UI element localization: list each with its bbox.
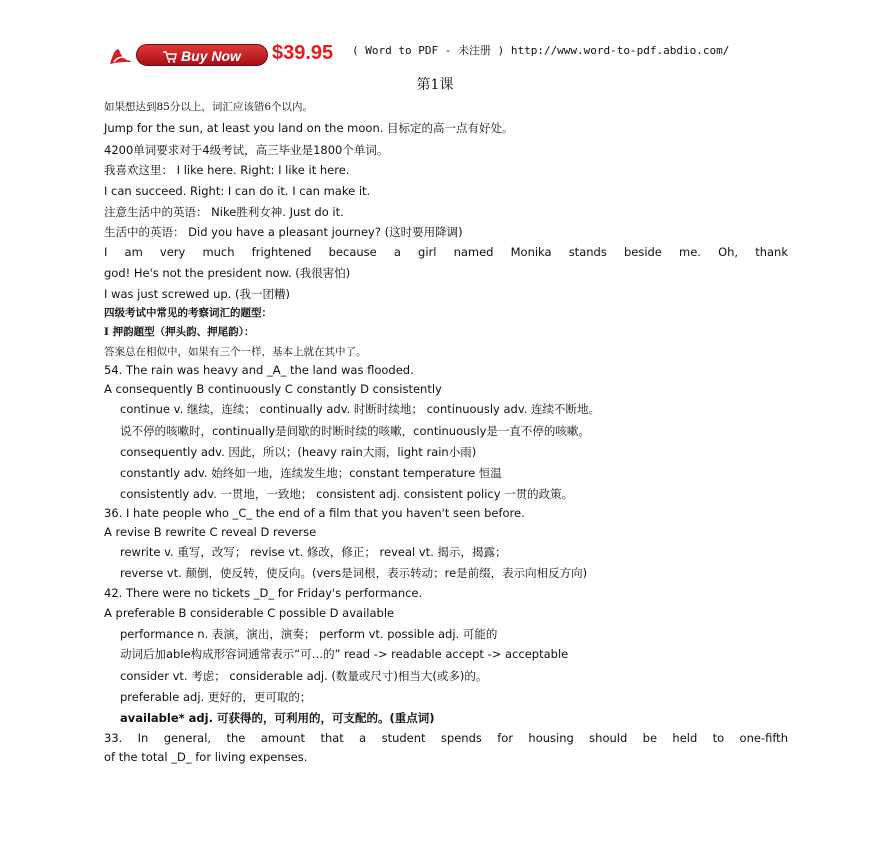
- buy-now-label: Buy Now: [181, 48, 241, 64]
- note-line: constantly adv. 始终如一地，连续发生地；constant temperature 恒温: [120, 466, 502, 480]
- question-line: 42. There were no tickets _D_ for Friday's performance.: [104, 586, 423, 600]
- note-line: performance n. 表演，演出，演奏； perform vt. possible adj. 可能的: [120, 627, 498, 641]
- promo-link[interactable]: ( Word to PDF - 未注册 ) http://www.word-to-pdf.abdio.com/: [352, 44, 730, 57]
- note-line: 动词后加able构成形容词通常表示“可…的” read -> readable accept -> acceptable: [120, 647, 569, 661]
- section-heading: I 押韵题型（押头韵、押尾韵）：: [104, 326, 255, 338]
- cart-icon: [163, 51, 177, 63]
- text-line: 答案总在相似中，如果有三个一样，基本上就在其中了。: [104, 346, 367, 358]
- price-text: $39.95: [272, 42, 334, 64]
- options-line: A revise B rewrite C reveal D reverse: [104, 525, 317, 539]
- note-line: consequently adv. 因此，所以；(heavy rain大雨，light rain小雨): [120, 445, 477, 459]
- text-line: 4200单词要求对于4级考试，高三毕业是1800个单词。: [104, 143, 389, 157]
- text-line: I can succeed. Right: I can do it. I can make it.: [104, 184, 371, 198]
- question-line: 36. I hate people who _C_ the end of a film that you haven't seen before.: [104, 506, 525, 520]
- note-line: rewrite v. 重写，改写； revise vt. 修改，修正； reveal vt. 揭示，揭露；: [120, 545, 507, 559]
- text-line: 生活中的英语： Did you have a pleasant journey? (这时要用降调): [104, 225, 463, 239]
- note-line: preferable adj. 更好的，更可取的；: [120, 690, 312, 704]
- acrobat-logo-icon: [106, 44, 134, 68]
- text-line: 如果想达到85分以上，词汇应该错6个以内。: [104, 101, 314, 113]
- options-line: A consequently B continuously C constantly D consistently: [104, 382, 442, 396]
- note-line: reverse vt. 颠倒，使反转，使反向。(vers是词根，表示转动；re是前缀，表示向相反方向): [120, 566, 588, 580]
- question-line: of the total _D_ for living expenses.: [104, 750, 308, 764]
- text-line: 注意生活中的英语： Nike胜利女神. Just do it.: [104, 205, 344, 219]
- note-line: consistently adv. 一贯地，一致地； consistent adj. consistent policy 一贯的政策。: [120, 487, 574, 501]
- text-line: Jump for the sun, at least you land on the moon. 目标定的高一点有好处。: [104, 121, 514, 135]
- text-line: 我喜欢这里： I like here. Right: I like it here.: [104, 163, 350, 177]
- section-heading: 四级考试中常见的考察词汇的题型：: [104, 307, 272, 319]
- text-line: I was just screwed up. (我一团糟): [104, 287, 290, 301]
- note-line: 说不停的咳嗽时，continually是间歇的时断时续的咳嗽，continuously是一直不停的咳嗽。: [120, 424, 590, 438]
- page-title: 第1课: [416, 77, 454, 93]
- text-line: god! He's not the president now. (我很害怕): [104, 266, 351, 280]
- key-note-line: available* adj. 可获得的，可利用的，可支配的。(重点词): [120, 711, 435, 725]
- promo-banner: [106, 42, 796, 74]
- question-line: 54. The rain was heavy and _A_ the land was flooded.: [104, 363, 414, 377]
- buy-now-button[interactable]: [136, 44, 268, 66]
- options-line: A preferable B considerable C possible D available: [104, 606, 395, 620]
- note-line: continue v. 继续，连续； continually adv. 时断时续地； continuously adv. 连续不断地。: [120, 402, 601, 416]
- text-line: I am very much frightened because a girl named Monika stands beside me. Oh, thank: [104, 245, 788, 259]
- question-line: 33. In general, the amount that a student spends for housing should be held to one-fifth: [104, 731, 788, 745]
- note-line: consider vt. 考虑； considerable adj. (数量或尺寸)相当大(或多)的。: [120, 669, 488, 683]
